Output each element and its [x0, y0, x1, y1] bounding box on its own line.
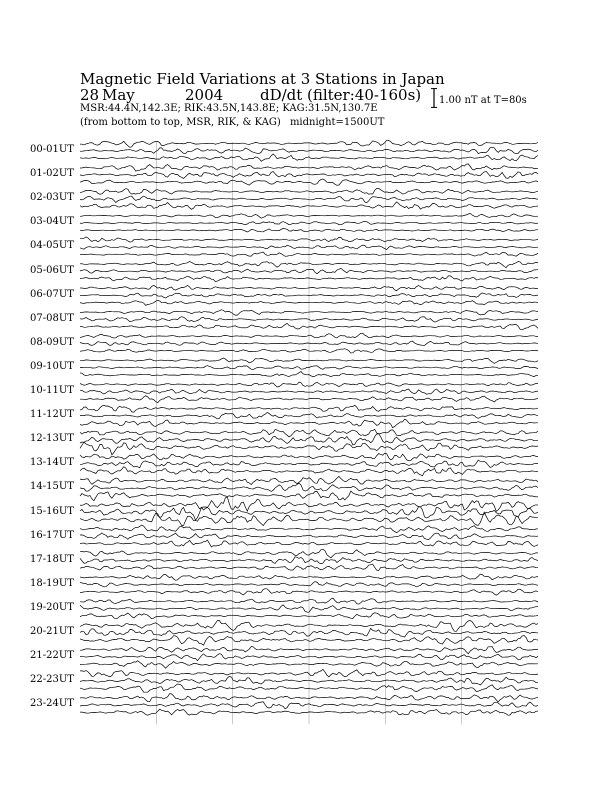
hour-label-04-05UT: 04-05UT	[30, 240, 74, 252]
date-day: 28	[80, 86, 100, 104]
hour-label-15-16UT: 15-16UT	[30, 505, 74, 517]
hour-label-05-06UT: 05-06UT	[30, 264, 74, 276]
hour-label-23-24UT: 23-24UT	[30, 698, 74, 710]
hour-label-16-17UT: 16-17UT	[30, 529, 74, 541]
hour-label-07-08UT: 07-08UT	[30, 312, 74, 324]
hour-label-14-15UT: 14-15UT	[30, 481, 74, 493]
scale-label: 1.00 nT at T=80s	[439, 95, 527, 106]
hour-label-12-13UT: 12-13UT	[30, 433, 74, 445]
hour-label-21-22UT: 21-22UT	[30, 650, 74, 662]
hour-label-19-20UT: 19-20UT	[30, 601, 74, 613]
midnight-text: midnight=1500UT	[289, 117, 385, 128]
hour-label-13-14UT: 13-14UT	[30, 457, 74, 469]
hour-label-10-11UT: 10-11UT	[30, 385, 74, 396]
chart-title: Magnetic Field Variations at 3 Stations in Japan	[80, 70, 445, 88]
hour-label-01-02UT: 01-02UT	[30, 168, 74, 180]
hour-label-22-23UT: 22-23UT	[30, 674, 74, 686]
hour-label-02-03UT: 02-03UT	[30, 192, 74, 204]
order-text: (from bottom to top, MSR, RIK, & KAG)	[80, 117, 281, 128]
station-coordinates: MSR:44.4N,142.3E; RIK:43.5N,143.8E; KAG:31.5N,130.7E	[80, 103, 378, 114]
hour-label-00-01UT: 00-01UT	[30, 144, 74, 155]
hour-label-06-07UT: 06-07UT	[30, 288, 74, 300]
hour-label-20-21UT: 20-21UT	[30, 626, 74, 637]
hour-label-17-18UT: 17-18UT	[30, 553, 74, 565]
date-month: May	[102, 86, 135, 104]
component-label: dD/dt	[260, 86, 303, 104]
hour-label-08-09UT: 08-09UT	[30, 336, 74, 348]
hour-label-09-10UT: 09-10UT	[30, 360, 74, 372]
hour-label-03-04UT: 03-04UT	[30, 216, 74, 228]
filter-label: (filter:40-160s)	[307, 86, 422, 104]
hour-label-18-19UT: 18-19UT	[30, 577, 74, 589]
hour-label-11-12UT: 11-12UT	[30, 409, 74, 421]
date-year: 2004	[185, 86, 224, 104]
